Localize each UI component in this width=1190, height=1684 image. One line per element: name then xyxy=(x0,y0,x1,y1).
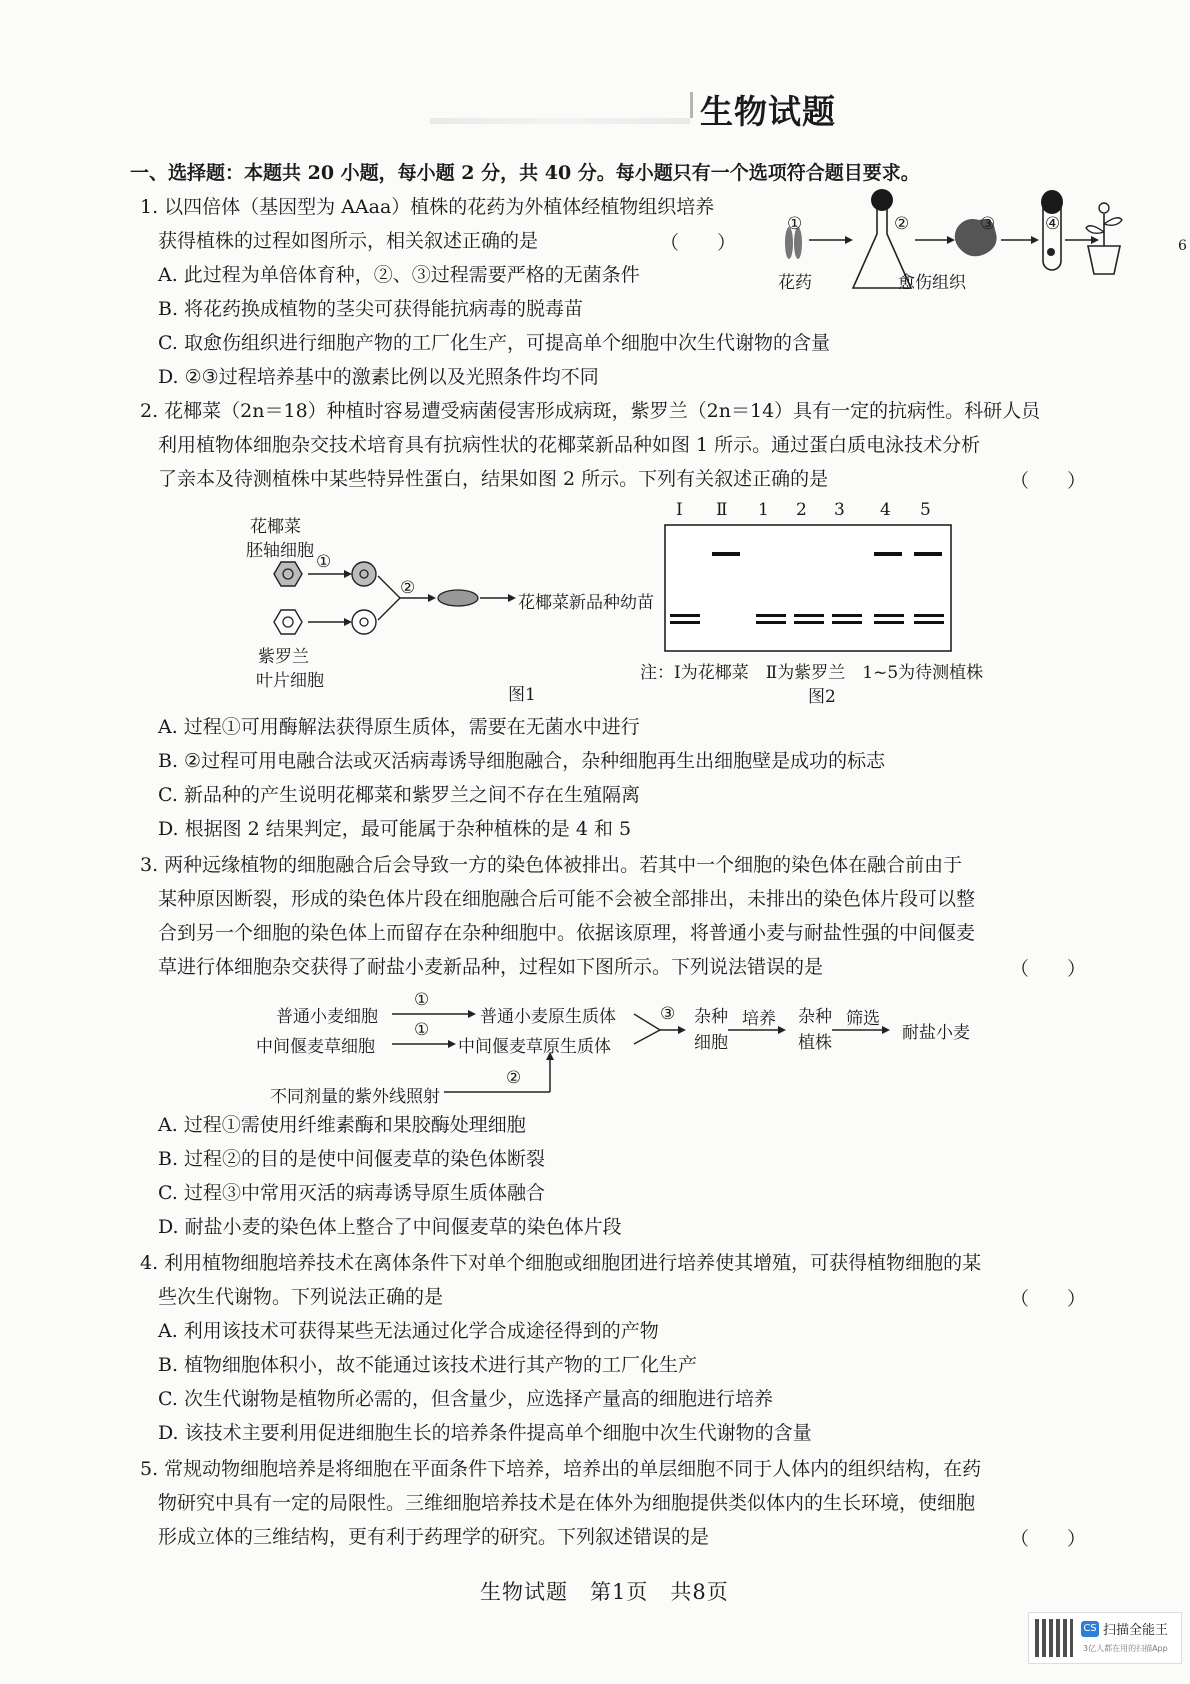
q2-option-c: C. 新品种的产生说明花椰菜和紫罗兰之间不存在生殖隔离 xyxy=(158,784,640,806)
q3-option-b: B. 过程②的目的是使中间偃麦草的染色体断裂 xyxy=(158,1148,546,1170)
band xyxy=(756,614,786,617)
q3-stem-line3: 合到另一个细胞的染色体上而留存在杂种细胞中。依据该原理，将普通小麦与耐盐性强的中间偃麦 xyxy=(158,922,976,944)
q1-stem-line2: 获得植株的过程如图所示，相关叙述正确的是 xyxy=(158,230,539,252)
q3-hybrid-plant-1: 杂种 xyxy=(798,1007,832,1027)
q1-answer-blank: （ ） xyxy=(660,232,737,254)
q2-stem-line3: 了亲本及待测植株中某些特异性蛋白，结果如图 2 所示。下列有关叙述正确的是 xyxy=(158,468,829,490)
q4-option-b: B. 植物细胞体积小，故不能通过该技术进行其产物的工厂化生产 xyxy=(158,1354,698,1376)
q3-grass-cell: 中间偃麦草细胞 xyxy=(256,1037,375,1057)
q3-hybrid-cell-2: 细胞 xyxy=(694,1033,728,1053)
violet-cell-icon xyxy=(274,610,302,634)
q2-option-a: A. 过程①可用酶解法获得原生质体，需要在无菌水中进行 xyxy=(158,716,640,738)
edge-mark: 6 xyxy=(1178,238,1187,254)
q1-option-d: D. ②③过程培养基中的激素比例以及光照条件均不同 xyxy=(158,366,599,388)
fig1-label-cauliflower: 花椰菜 xyxy=(250,517,301,537)
q4-answer-blank: （ ） xyxy=(1010,1288,1087,1310)
gel-lane-3: 3 xyxy=(834,500,845,520)
q3-answer-blank: （ ） xyxy=(1010,958,1087,980)
q1-option-b: B. 将花药换成植物的茎尖可获得能抗病毒的脱毒苗 xyxy=(158,298,584,320)
q3-stem-line4: 草进行体细胞杂交获得了耐盐小麦新品种，过程如下图所示。下列说法错误的是 xyxy=(158,956,824,978)
q4-option-c: C. 次生代谢物是植物所必需的，但含量少，应选择产量高的细胞进行培养 xyxy=(158,1388,773,1410)
cs-logo-icon: CS xyxy=(1081,1621,1099,1637)
hybrid-callus-icon xyxy=(438,590,478,606)
violet-protoplast-icon xyxy=(352,610,376,634)
q1-step-4: ④ xyxy=(1045,214,1061,234)
band xyxy=(832,614,862,617)
band xyxy=(914,621,944,624)
band xyxy=(874,614,904,617)
q1-step-2: ② xyxy=(894,214,910,234)
band xyxy=(670,614,700,617)
q1-label-callus: 愈伤组织 xyxy=(898,273,966,293)
band xyxy=(874,621,904,624)
cauliflower-cell-icon xyxy=(274,562,302,586)
q3-stem-line1: 3. 两种远缘植物的细胞融合后会导致一方的染色体被排出。若其中一个细胞的染色体在融合前由于 xyxy=(140,854,963,876)
q2-option-d: D. 根据图 2 结果判定，最可能属于杂种植株的是 4 和 5 xyxy=(158,818,632,840)
band xyxy=(914,614,944,617)
q3-stem-line2: 某种原因断裂，形成的染色体片段在细胞融合后可能不会被全部排出，未排出的染色体片段可以整 xyxy=(158,888,976,910)
page-footer: 生物试题 第1页 共8页 xyxy=(480,1580,729,1604)
band xyxy=(712,552,740,556)
scanner-app-name: 扫描全能王 xyxy=(1103,1623,1169,1638)
q1-label-anther: 花药 xyxy=(778,273,812,293)
q3-option-a: A. 过程①需使用纤维素酶和果胶酶处理细胞 xyxy=(158,1114,526,1136)
band xyxy=(794,621,824,624)
qr-code-icon xyxy=(1035,1619,1073,1657)
fig1-label-violet: 紫罗兰 xyxy=(258,647,309,667)
q3-option-d: D. 耐盐小麦的染色体上整合了中间偃麦草的染色体片段 xyxy=(158,1216,622,1238)
gel-lane-I: Ⅰ xyxy=(676,500,683,520)
q1-step-3: ③ xyxy=(980,214,996,234)
q4-option-d: D. 该技术主要利用促进细胞生长的培养条件提高单个细胞中次生代谢物的含量 xyxy=(158,1422,812,1444)
q4-option-a: A. 利用该技术可获得某些无法通过化学合成途径得到的产物 xyxy=(158,1320,659,1342)
gel-lane-2: 2 xyxy=(796,500,807,520)
gel-lane-II: Ⅱ xyxy=(716,500,728,520)
q1-option-c: C. 取愈伤组织进行细胞产物的工厂化生产，可提高单个细胞中次生代谢物的含量 xyxy=(158,332,830,354)
q3-salt-tolerant-wheat: 耐盐小麦 xyxy=(902,1023,970,1043)
q1-step-1: ① xyxy=(787,214,803,234)
fig1-caption: 图1 xyxy=(508,685,536,705)
q1-stem-line1: 1. 以四倍体（基因型为 AAaa）植株的花药为外植体经植物组织培养 xyxy=(140,196,715,218)
fig2-note: 注：Ⅰ为花椰菜 Ⅱ为紫罗兰 1~5为待测植株 xyxy=(640,663,984,683)
q3-step-3: ③ xyxy=(660,1004,676,1024)
band xyxy=(794,614,824,617)
q5-stem-line1: 5. 常规动物细胞培养是将细胞在平面条件下培养，培养出的单层细胞不同于人体内的组织结构，在药 xyxy=(140,1458,982,1480)
page-title: 生物试题 xyxy=(700,92,836,131)
q4-stem-line2: 些次生代谢物。下列说法正确的是 xyxy=(158,1286,444,1308)
scanner-watermark xyxy=(1028,1612,1182,1664)
band xyxy=(756,621,786,624)
fig1-cell-fusion-diagram xyxy=(268,556,528,646)
q3-select: 筛选 xyxy=(846,1009,880,1029)
q3-hybrid-plant-2: 植株 xyxy=(798,1033,832,1053)
faded-header-text xyxy=(430,118,690,124)
q3-hybrid-cell-1: 杂种 xyxy=(694,1007,728,1027)
q1-option-a: A. 此过程为单倍体育种，②、③过程需要严格的无菌条件 xyxy=(158,264,640,286)
fig1-label-leaf: 叶片细胞 xyxy=(256,671,324,691)
fig1-result: 花椰菜新品种幼苗 xyxy=(518,593,654,613)
q3-wheat-cell: 普通小麦细胞 xyxy=(276,1007,378,1027)
cauliflower-protoplast-icon xyxy=(352,562,376,586)
q5-answer-blank: （ ） xyxy=(1010,1528,1087,1550)
section-header: 一、选择题：本题共 20 小题，每小题 2 分，共 40 分。每小题只有一个选项符合题目要求。 xyxy=(130,162,920,184)
fig2-caption: 图2 xyxy=(808,687,836,707)
q2-stem-line1: 2. 花椰菜（2n＝18）种植时容易遭受病菌侵害形成病斑，紫罗兰（2n＝14）具有一定的抗病性。科研人员 xyxy=(140,400,1041,422)
q5-stem-line2: 物研究中具有一定的局限性。三维细胞培养技术是在体外为细胞提供类似体内的生长环境，使细胞 xyxy=(158,1492,976,1514)
fig1-step-2: ② xyxy=(400,578,416,598)
q3-option-c: C. 过程③中常用灭活的病毒诱导原生质体融合 xyxy=(158,1182,545,1204)
q2-stem-line2: 利用植物体细胞杂交技术培育具有抗病性状的花椰菜新品种如图 1 所示。通过蛋白质电泳技术分析 xyxy=(158,434,981,456)
q3-culture: 培养 xyxy=(742,1009,776,1029)
gel-lane-4: 4 xyxy=(880,500,891,520)
q3-grass-protoplast: 中间偃麦草原生质体 xyxy=(458,1037,611,1057)
scanner-tagline: 3亿人都在用的扫描App xyxy=(1083,1644,1168,1653)
q3-wheat-protoplast: 普通小麦原生质体 xyxy=(480,1007,616,1027)
q3-step-2: ② xyxy=(506,1068,522,1088)
gel-lane-5: 5 xyxy=(920,500,931,520)
gel-lane-1: 1 xyxy=(758,500,769,520)
q2-option-b: B. ②过程可用电融合法或灭活病毒诱导细胞融合，杂种细胞再生出细胞壁是成功的标志 xyxy=(158,750,886,772)
fig1-label-hypocotyl: 胚轴细胞 xyxy=(246,541,314,561)
q4-stem-line1: 4. 利用植物细胞培养技术在离体条件下对单个细胞或细胞团进行培养使其增殖，可获得植物细胞的某 xyxy=(140,1252,982,1274)
q5-stem-line3: 形成立体的三维结构，更有利于药理学的研究。下列叙述错误的是 xyxy=(158,1526,710,1548)
fig1-step-1: ① xyxy=(316,552,332,572)
band xyxy=(914,552,942,556)
band xyxy=(874,552,902,556)
fig2-electrophoresis-gel xyxy=(664,524,954,654)
potted-plant-icon xyxy=(1080,196,1128,278)
q3-uv-irradiation: 不同剂量的紫外线照射 xyxy=(270,1087,440,1107)
band xyxy=(832,621,862,624)
q3-step-1b: ① xyxy=(414,1020,430,1040)
q2-answer-blank: （ ） xyxy=(1010,470,1087,492)
band xyxy=(670,621,700,624)
q3-step-1a: ① xyxy=(414,990,430,1010)
